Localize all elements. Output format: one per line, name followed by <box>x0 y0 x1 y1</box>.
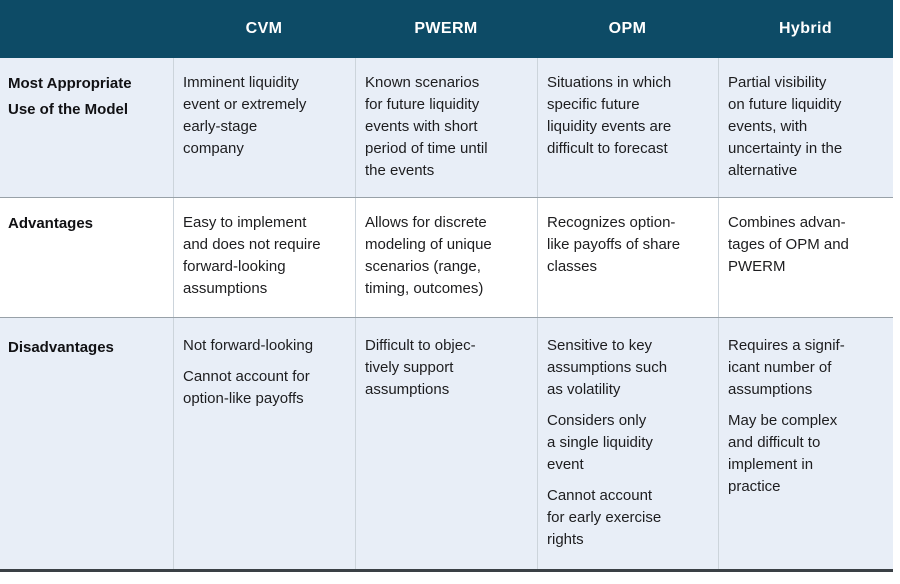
column-header-cvm: CVM <box>245 20 283 37</box>
table-bottom-rule <box>0 569 893 572</box>
cell-use-hybrid: Partial visibility on future liquidity events, with uncertainty in the alternative <box>718 58 893 197</box>
cell-disadvantages-hybrid: Requires a signif- icant number of assumptions May be complex and difficult to implement in practice <box>718 318 893 569</box>
row-label-advantages: Advantages <box>8 215 94 232</box>
cell-advantages-opm: Recognizes option- like payoffs of share classes <box>537 198 718 317</box>
cell-disadvantages-opm: Sensitive to key assumptions such as volatility Considers only a single liquidity event Cannot account for early exercise rights <box>537 318 718 569</box>
table-row-disadvantages <box>0 318 893 569</box>
column-header-pwerm: PWERM <box>414 20 478 37</box>
cell-advantages-cvm: Easy to implement and does not require forward-looking assumptions <box>173 198 355 317</box>
table-header-row <box>0 0 893 58</box>
cell-use-opm: Situations in which specific future liquidity events are difficult to forecast <box>537 58 718 197</box>
cell-advantages-hybrid: Combines advan- tages of OPM and PWERM <box>718 198 893 317</box>
cell-use-pwerm: Known scenarios for future liquidity events with short period of time until the events <box>355 58 537 197</box>
row-label-disadvantages: Disadvantages <box>8 339 114 356</box>
table-row-most-appropriate-use <box>0 58 893 198</box>
cell-disadvantages-cvm: Not forward-looking Cannot account for option-like payoffs <box>173 318 355 569</box>
column-header-hybrid: Hybrid <box>778 20 833 37</box>
cell-disadvantages-pwerm: Difficult to objec- tively support assumptions <box>355 318 537 569</box>
cell-advantages-pwerm: Allows for discrete modeling of unique scenarios (range, timing, outcomes) <box>355 198 537 317</box>
table-row-advantages <box>0 198 893 318</box>
row-label-most-appropriate-use: Most Appropriate Use of the Model <box>8 75 132 118</box>
cell-use-cvm: Imminent liquidity event or extremely early-stage company <box>173 58 355 197</box>
column-header-opm: OPM <box>608 20 647 37</box>
